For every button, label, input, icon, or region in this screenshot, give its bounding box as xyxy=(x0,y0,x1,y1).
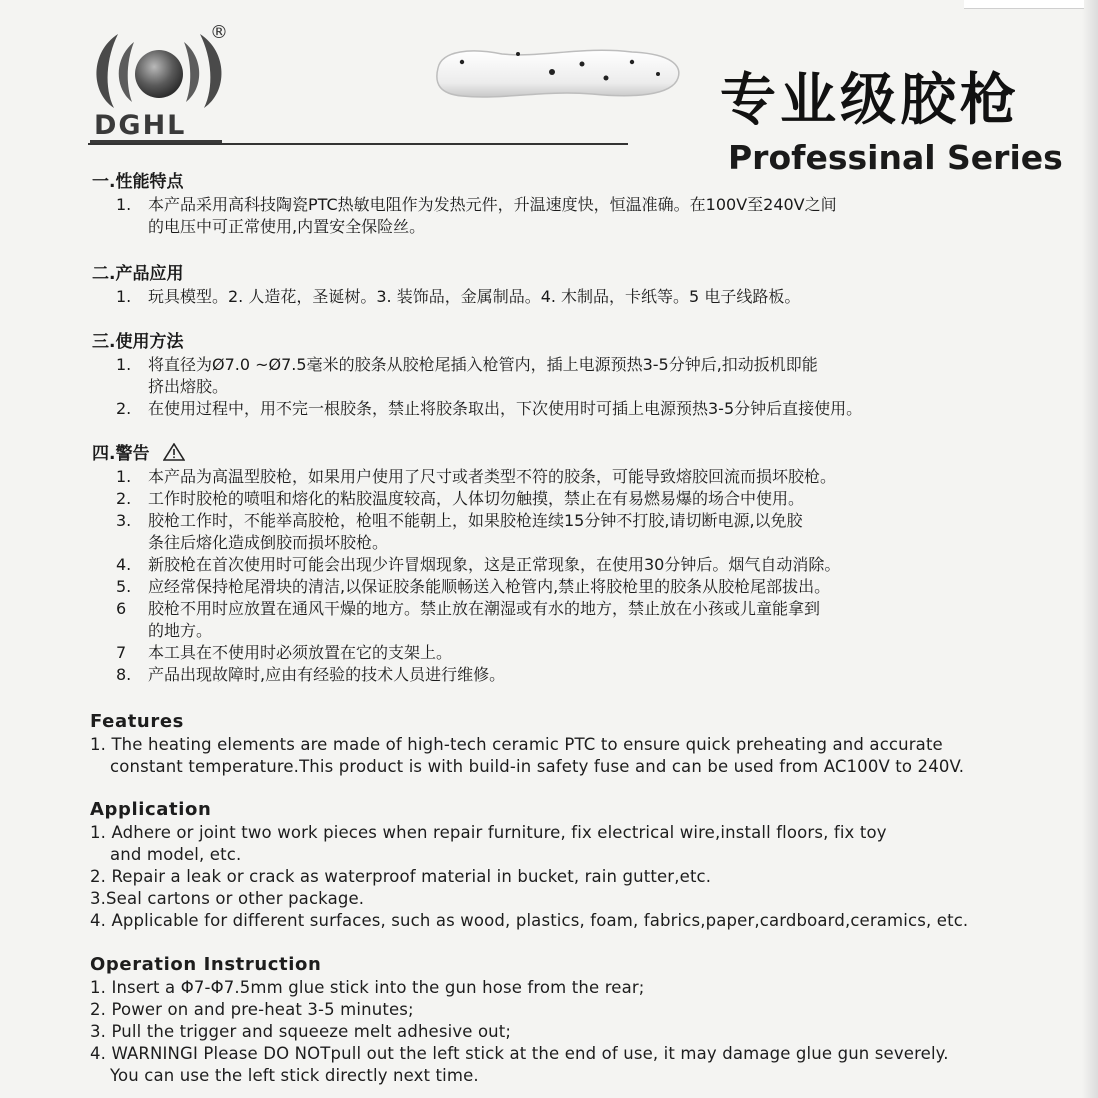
list-item: 3.Seal cartons or other package. xyxy=(90,889,365,908)
item-text: 工作时胶枪的喷咀和熔化的粘胶温度较高，人体切勿触摸，禁止在有易燃易爆的场合中使用。 xyxy=(148,489,805,508)
item-text: 产品出现故障时,应由有经验的技术人员进行维修。 xyxy=(148,665,506,684)
item-number: 4. xyxy=(116,555,132,574)
list-item: 4. WARNINGI Please DO NOTpull out the left stick at the end of use, it may damage glue gun severely. xyxy=(90,1044,949,1063)
item-number: 5. xyxy=(116,577,132,596)
cn-warning-heading-row xyxy=(92,442,840,466)
item-number: 1. xyxy=(116,355,132,374)
item-number: 1. xyxy=(116,467,132,486)
glue-sticks-image-icon xyxy=(432,44,684,102)
list-item xyxy=(92,554,840,576)
item-number: 1. xyxy=(116,195,132,214)
item-text: 胶枪工作时，不能举高胶枪，枪咀不能朝上，如果胶枪连续15分钟不打胶,请切断电源,以免胶 xyxy=(148,511,803,530)
item-text: 本产品为高温型胶枪，如果用户使用了尺寸或者类型不符的胶条，可能导致熔胶回流而损坏胶枪。 xyxy=(148,467,837,486)
logo-text: DGHL xyxy=(94,110,187,141)
list-item xyxy=(92,398,862,420)
item-number: 1. xyxy=(116,287,132,306)
list-item: 1. Insert a Φ7-Φ7.5mm glue stick into the gun hose from the rear; xyxy=(90,978,645,997)
header-divider xyxy=(88,143,628,145)
item-number: 6 xyxy=(116,599,127,618)
list-item xyxy=(92,642,840,664)
list-item: 3. Pull the trigger and squeeze melt adhesive out; xyxy=(90,1022,512,1041)
cn-usage-section xyxy=(92,330,862,420)
cn-application-heading: 二.产品应用 xyxy=(92,264,184,284)
en-operation-heading: Operation Instruction xyxy=(90,954,322,975)
item-text-continued: 挤出熔胶。 xyxy=(148,377,229,396)
en-operation-section xyxy=(90,953,949,1087)
list-item: 2. Repair a leak or crack as waterproof material in bucket, rain gutter,etc. xyxy=(90,867,712,886)
title-chinese: 专业级胶枪 xyxy=(720,68,1020,133)
item-text-continued: constant temperature.This product is with build-in safety fuse and can be used from AC100V to 240V. xyxy=(110,757,965,776)
item-text: 将直径为Ø7.0 ~Ø7.5毫米的胶条从胶枪尾插入枪管内，插上电源预热3-5分钟后,扣动扳机即能 xyxy=(148,355,818,374)
item-text-continued: 的地方。 xyxy=(148,621,213,640)
sheet-edge-shadow xyxy=(1082,0,1098,1098)
registered-mark: ® xyxy=(210,22,228,43)
list-item xyxy=(92,598,840,620)
en-application-section xyxy=(90,798,968,932)
item-text: 在使用过程中，用不完一根胶条，禁止将胶条取出，下次使用时可插上电源预热3-5分钟后直接使用。 xyxy=(148,399,863,418)
cn-warning-heading: 四.警告 xyxy=(92,444,150,464)
warning-triangle-icon xyxy=(163,443,185,461)
item-number: 2. xyxy=(116,399,132,418)
cn-features-heading: 一.性能特点 xyxy=(92,172,184,192)
cn-usage-heading: 三.使用方法 xyxy=(92,332,184,352)
item-text: 新胶枪在首次使用时可能会出现少许冒烟现象，这是正常现象，在使用30分钟后。烟气自动消除。 xyxy=(148,555,841,574)
list-item xyxy=(92,286,800,308)
item-text-continued: 条往后熔化造成倒胶而损坏胶枪。 xyxy=(148,533,389,552)
list-item xyxy=(92,354,862,376)
item-text-continued: 的电压中可正常使用,内置安全保险丝。 xyxy=(148,217,426,236)
en-features-section xyxy=(90,710,964,778)
list-item xyxy=(92,664,840,686)
item-number: 7 xyxy=(116,643,127,662)
list-item xyxy=(92,488,840,510)
en-features-heading: Features xyxy=(90,711,184,732)
cn-features-section xyxy=(92,170,837,238)
item-number: 8. xyxy=(116,665,132,684)
en-application-heading: Application xyxy=(90,799,212,820)
cn-warning-section xyxy=(92,442,840,686)
list-item xyxy=(92,510,840,532)
item-text: 玩具模型。2. 人造花，圣诞树。3. 装饰品，金属制品。4. 木制品，卡纸等。5 电子线路板。 xyxy=(148,287,801,306)
list-item: 1. The heating elements are made of high-tech ceramic PTC to ensure quick preheating and accurate xyxy=(90,735,943,754)
cn-application-section xyxy=(92,262,800,308)
item-text: 本工具在不使用时必须放置在它的支架上。 xyxy=(148,643,453,662)
list-item: 2. Power on and pre-heat 3-5 minutes; xyxy=(90,1000,414,1019)
item-number: 3. xyxy=(116,511,132,530)
item-text-continued: You can use the left stick directly next time. xyxy=(110,1066,479,1085)
list-item xyxy=(92,194,837,216)
top-paper-strip xyxy=(964,0,1084,9)
item-number: 2. xyxy=(116,489,132,508)
title-english: Professinal Series xyxy=(728,138,1063,177)
list-item: 1. Adhere or joint two work pieces when repair furniture, fix electrical wire,install floors, fix toy xyxy=(90,823,887,842)
item-text: 应经常保持枪尾滑块的清洁,以保证胶条能顺畅送入枪管内,禁止将胶枪里的胶条从胶枪尾部拔出。 xyxy=(148,577,831,596)
list-item: 4. Applicable for different surfaces, such as wood, plastics, foam, fabrics,paper,cardboard,ceramics, etc. xyxy=(90,911,969,930)
item-text: 本产品采用高科技陶瓷PTC热敏电阻作为发热元件，升温速度快，恒温准确。在100V至240V之间 xyxy=(148,195,837,214)
list-item xyxy=(92,576,840,598)
item-text-continued: and model, etc. xyxy=(110,845,242,864)
item-text: 胶枪不用时应放置在通风干燥的地方。禁止放在潮湿或有水的地方，禁止放在小孩或儿童能拿到 xyxy=(148,599,821,618)
list-item xyxy=(92,466,840,488)
